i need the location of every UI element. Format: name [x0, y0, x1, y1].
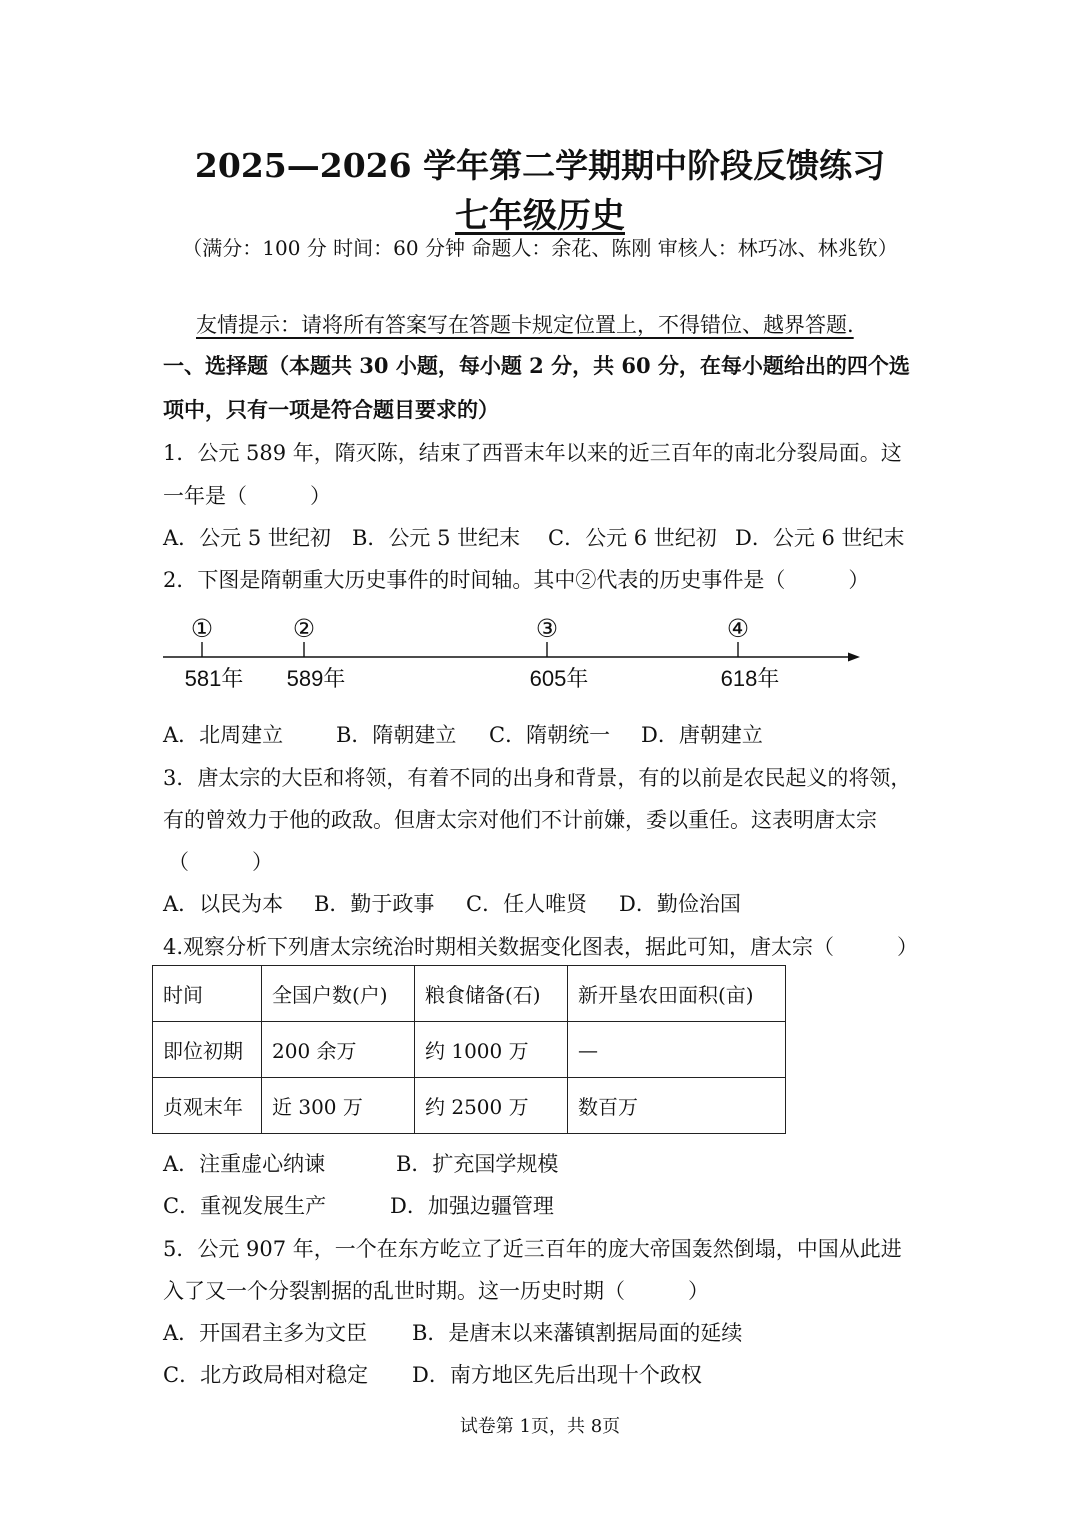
exam-title: 2025—2026 学年第二学期期中阶段反馈练习 [194, 146, 886, 185]
table-cell: 约 1000 万 [415, 1022, 568, 1078]
q1-option-d: D．公元 6 世纪末 [735, 526, 905, 550]
table-cell: — [568, 1022, 786, 1078]
table-header-cell: 新开垦农田面积(亩) [568, 966, 786, 1022]
q1-stem-line2: 一年是（ ） [163, 484, 331, 508]
q3-option-b: B．勤于政事 [314, 892, 435, 916]
q2-option-d: D．唐朝建立 [641, 723, 763, 747]
q1-option-c: C．公元 6 世纪初 [548, 526, 717, 550]
table-header-row [153, 966, 786, 1022]
exam-info: （满分：100 分 时间：60 分钟 命题人：余花、陈刚 审核人：林巧冰、林兆钦） [182, 236, 898, 260]
q5-option-b: B．是唐末以来藩镇割据局面的延续 [412, 1321, 743, 1345]
table-header-cell: 全国户数(户) [262, 966, 415, 1022]
table-cell: 贞观末年 [153, 1078, 262, 1134]
timeline-arrow [848, 653, 860, 662]
q4-option-d: D．加强边疆管理 [390, 1194, 554, 1218]
page-footer: 试卷第 1页，共 8页 [459, 1416, 621, 1437]
q5-option-a: A．开国君主多为文臣 [163, 1321, 368, 1345]
q1-option-b: B．公元 5 世纪末 [352, 526, 521, 550]
q4-option-c: C．重视发展生产 [163, 1194, 327, 1218]
q3-stem-line3: （ ） [168, 850, 273, 874]
q4-option-a: A．注重虚心纳谏 [163, 1152, 326, 1176]
timeline-marker-1: ① [190, 614, 214, 643]
q2-stem: 2．下图是隋朝重大历史事件的时间轴。其中②代表的历史事件是（ ） [163, 568, 870, 592]
table-cell: 即位初期 [153, 1022, 262, 1078]
table-header-cell: 粮食储备(石) [415, 966, 568, 1022]
q1-stem-line1: 1．公元 589 年，隋灭陈，结束了西晋末年以来的近三百年的南北分裂局面。这 [163, 441, 902, 465]
q5-stem-line1: 5．公元 907 年，一个在东方屹立了近三百年的庞大帝国轰然倒塌，中国从此进 [163, 1237, 902, 1261]
q3-option-d: D．勤俭治国 [619, 892, 741, 916]
timeline-year-4: 618年 [720, 666, 780, 691]
table-cell: 约 2500 万 [415, 1078, 568, 1134]
friendly-tip: 友情提示：请将所有答案写在答题卡规定位置上，不得错位、越界答题. [196, 313, 854, 337]
q4-stem: 4.观察分析下列唐太宗统治时期相关数据变化图表，据此可知，唐太宗（ ） [163, 935, 919, 959]
table-cell: 200 余万 [262, 1022, 415, 1078]
q5-option-d: D．南方地区先后出现十个政权 [412, 1363, 702, 1387]
q3-option-a: A．以民为本 [163, 892, 284, 916]
table-row [153, 1022, 786, 1078]
timeline-year-1: 581年 [184, 666, 244, 691]
q4-data-table [152, 965, 786, 1134]
q2-option-b: B．隋朝建立 [336, 723, 457, 747]
q4-option-b: B．扩充国学规模 [396, 1152, 559, 1176]
q2-option-c: C．隋朝统一 [489, 723, 611, 747]
table-cell: 数百万 [568, 1078, 786, 1134]
q3-option-c: C．任人唯贤 [466, 892, 588, 916]
timeline-figure [150, 608, 870, 698]
timeline-year-2: 589年 [286, 666, 346, 691]
timeline-marker-2: ② [292, 614, 316, 643]
section-heading-line1: 一、选择题（本题共 30 小题，每小题 2 分，共 60 分，在每小题给出的四个选 [163, 353, 910, 378]
q2-option-a: A．北周建立 [163, 723, 284, 747]
table-header-cell: 时间 [153, 966, 262, 1022]
timeline-marker-4: ④ [726, 614, 750, 643]
q5-option-c: C．北方政局相对稳定 [163, 1363, 369, 1387]
q5-stem-line2: 入了又一个分裂割据的乱世时期。这一历史时期（ ） [163, 1279, 709, 1303]
timeline-year-3: 605年 [529, 666, 589, 691]
table-row [153, 1078, 786, 1134]
timeline-marker-3: ③ [535, 614, 559, 643]
section-heading-line2: 项中，只有一项是符合题目要求的） [163, 397, 499, 422]
table-cell: 近 300 万 [262, 1078, 415, 1134]
q1-option-a: A．公元 5 世纪初 [163, 526, 331, 550]
exam-subject: 七年级历史 [455, 196, 625, 236]
q3-stem-line1: 3．唐太宗的大臣和将领，有着不同的出身和背景，有的以前是农民起义的将领， [163, 766, 912, 790]
q3-stem-line2: 有的曾效力于他的政敌。但唐太宗对他们不计前嫌，委以重任。这表明唐太宗 [163, 808, 877, 832]
